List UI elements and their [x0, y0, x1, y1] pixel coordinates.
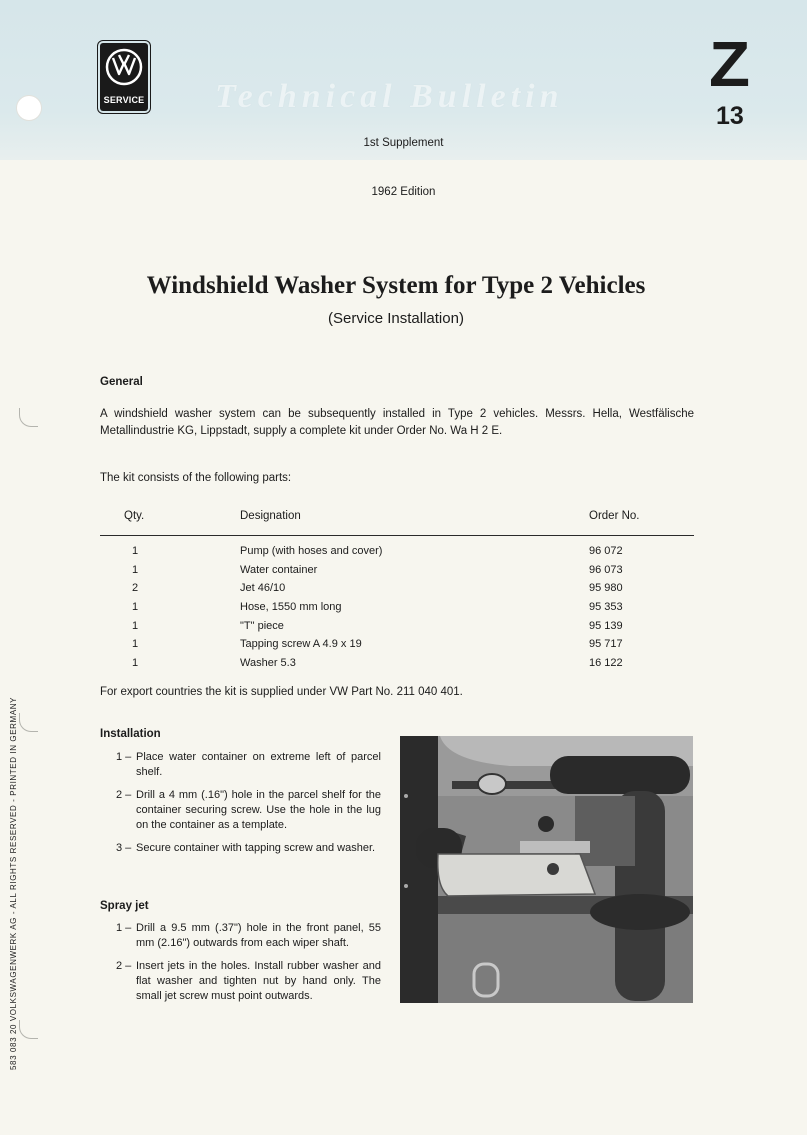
table-row [100, 601, 694, 620]
kit-intro: The kit consists of the following parts: [100, 472, 292, 484]
supplement-label: 1st Supplement [363, 137, 444, 149]
qty-cell: 2 [132, 582, 139, 595]
order-no-cell: 95 353 [589, 601, 623, 614]
column-header-designation: Designation [240, 510, 301, 522]
qty-cell: 1 [132, 563, 139, 576]
qty-cell: 1 [132, 545, 139, 557]
list-item [116, 959, 381, 1004]
step-number: 1 – [116, 751, 132, 763]
spray-jet-heading: Spray jet [100, 900, 149, 912]
designation-cell: Jet 46/10 [240, 582, 286, 595]
order-no-cell: 16 122 [589, 657, 623, 670]
order-no-cell: 95 717 [589, 638, 623, 651]
section-letter: Z [709, 28, 751, 100]
step-text: Drill a 4 mm (.16") hole in the parcel shelf for the container securing screw. Use the hole in the lug on the container as a template. [136, 789, 381, 831]
order-no-cell: 96 072 [589, 545, 623, 557]
punch-mark [19, 408, 38, 427]
designation-cell: Tapping screw A 4.9 x 19 [240, 638, 362, 651]
spray-jet-steps [116, 921, 381, 1012]
logo-service-text: SERVICE [103, 95, 145, 105]
table-row [100, 545, 694, 564]
table-rule [100, 535, 694, 536]
table-row [100, 638, 694, 657]
qty-cell: 1 [132, 638, 139, 651]
table-row [100, 564, 694, 583]
parts-table [100, 545, 694, 676]
designation-cell: Hose, 1550 mm long [240, 601, 342, 614]
column-header-qty: Qty. [124, 510, 145, 522]
list-item [116, 750, 381, 780]
qty-cell: 1 [132, 657, 139, 670]
punch-mark [19, 713, 38, 732]
list-item [116, 841, 381, 856]
vw-service-logo [100, 43, 148, 111]
step-text: Drill a 9.5 mm (.37") hole in the front panel, 55 mm (2.16") outwards from each wiper shaft. [136, 922, 381, 949]
document-subtitle: (Service Installation) [328, 310, 464, 327]
qty-cell: 1 [132, 601, 139, 614]
washer-container-photo [400, 736, 693, 1003]
step-text: Insert jets in the holes. Install rubber washer and flat washer and tighten nut by hand only. The small jet screw must point outwards. [136, 960, 381, 1002]
step-text: Secure container with tapping screw and washer. [136, 842, 376, 854]
table-row [100, 620, 694, 639]
general-heading: General [100, 376, 143, 388]
export-note: For export countries the kit is supplied under VW Part No. 211 040 401. [100, 686, 463, 698]
list-item [116, 788, 381, 833]
order-no-cell: 96 073 [589, 563, 623, 576]
punch-mark [19, 1020, 38, 1039]
vw-emblem-icon [105, 48, 143, 86]
installation-steps [116, 750, 381, 864]
step-number: 2 – [116, 789, 132, 801]
designation-cell: "T" piece [240, 619, 284, 632]
designation-cell: Washer 5.3 [240, 657, 296, 670]
qty-cell: 1 [132, 619, 139, 632]
section-number: 13 [716, 102, 744, 130]
table-row [100, 582, 694, 601]
step-text: Place water container on extreme left of parcel shelf. [136, 751, 381, 778]
installation-photo [400, 736, 693, 1003]
order-no-cell: 95 980 [589, 582, 623, 595]
list-item [116, 921, 381, 951]
step-number: 1 – [116, 922, 132, 934]
table-row [100, 657, 694, 676]
edition-label: 1962 Edition [371, 186, 436, 198]
punch-hole [16, 95, 42, 121]
designation-cell: Water container [240, 563, 318, 576]
installation-heading: Installation [100, 728, 161, 740]
side-print-text: 583 083 20 VOLKSWAGENWERK AG - ALL RIGHTS RESERVED - PRINTED IN GERMANY [9, 696, 18, 1070]
header-band [0, 0, 807, 160]
step-number: 2 – [116, 960, 132, 972]
order-no-cell: 95 139 [589, 619, 623, 632]
designation-cell: Pump (with hoses and cover) [240, 545, 383, 557]
bulletin-title: Technical Bulletin [215, 78, 564, 115]
general-paragraph: A windshield washer system can be subsequently installed in Type 2 vehicles. Messrs. Hella, Westfälische Metallindustrie KG, Lippstadt, supply a complete kit under Order No. Wa H 2 E. [100, 408, 694, 437]
document-title: Windshield Washer System for Type 2 Vehicles [146, 272, 646, 299]
step-number: 3 – [116, 842, 132, 854]
column-header-order-no: Order No. [589, 510, 640, 522]
